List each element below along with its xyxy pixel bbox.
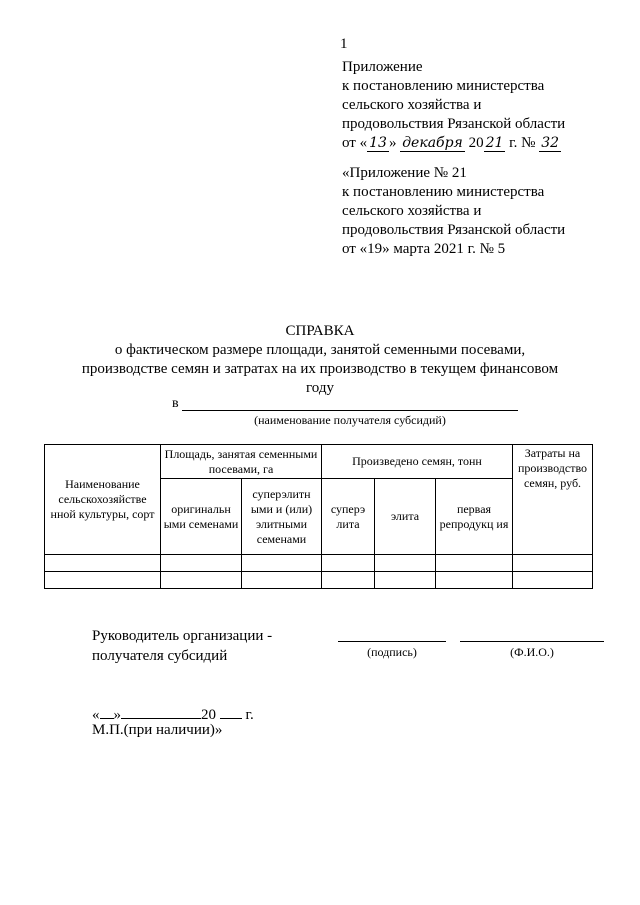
header-line: Приложение bbox=[342, 59, 423, 75]
signature-line bbox=[338, 641, 446, 642]
appendix-line: «Приложение № 21 bbox=[342, 165, 467, 181]
recipient-prefix: в bbox=[172, 396, 179, 411]
header-block bbox=[342, 58, 632, 153]
table-cell[interactable] bbox=[375, 555, 436, 572]
table-cell[interactable] bbox=[436, 555, 513, 572]
table-cell[interactable] bbox=[161, 572, 242, 589]
table-row bbox=[45, 555, 593, 572]
col-header-crop: Наименование сельскохозяйстве нной культуры, сорт bbox=[45, 445, 161, 555]
table-cell[interactable] bbox=[242, 572, 322, 589]
signatory-label: Руководитель организации - получателя субсидий bbox=[92, 628, 273, 664]
col-header-prod-superelite: суперэ лита bbox=[322, 479, 375, 555]
table-cell[interactable] bbox=[436, 572, 513, 589]
table-cell[interactable] bbox=[242, 555, 322, 572]
table-cell[interactable] bbox=[375, 572, 436, 589]
page-number: 1 bbox=[340, 36, 348, 52]
signature-caption: (подпись) bbox=[367, 645, 417, 659]
col-header-area-superelite: суперэлитн ыми и (или) элитными семенами bbox=[242, 479, 322, 555]
document-title bbox=[0, 322, 640, 398]
table-row bbox=[45, 572, 593, 589]
table-cell[interactable] bbox=[513, 555, 593, 572]
handwritten-month: декабря bbox=[402, 135, 463, 151]
col-header-prod-elite: элита bbox=[375, 479, 436, 555]
col-header-prod-first: первая репродукц ия bbox=[436, 479, 513, 555]
table-cell[interactable] bbox=[45, 555, 161, 572]
month-blank[interactable] bbox=[121, 704, 201, 719]
col-header-produced: Произведено семян, тонн bbox=[322, 445, 513, 479]
stamp-place-label: М.П.(при наличии)» bbox=[92, 722, 223, 738]
title-line: году bbox=[306, 380, 334, 396]
year-blank[interactable] bbox=[220, 704, 242, 719]
recipient-line bbox=[182, 410, 518, 411]
appendix-line: от «19» марта 2021 г. № 5 bbox=[342, 241, 506, 257]
date-field: « » 20 г. bbox=[92, 704, 254, 725]
title-heading: СПРАВКА bbox=[285, 323, 355, 339]
table-cell[interactable] bbox=[322, 555, 375, 572]
col-header-area: Площадь, занятая семенными посевами, га bbox=[161, 445, 322, 479]
recipient-caption: (наименование получателя субсидий) bbox=[254, 413, 446, 427]
handwritten-number: 32 bbox=[541, 135, 560, 151]
table-cell[interactable] bbox=[161, 555, 242, 572]
header-line: сельского хозяйства и bbox=[342, 97, 482, 113]
name-caption: (Ф.И.О.) bbox=[510, 645, 554, 659]
appendix-line: сельского хозяйства и bbox=[342, 203, 482, 219]
name-line bbox=[460, 641, 604, 642]
title-line: производстве семян и затратах на их производство в текущем финансовом bbox=[81, 361, 559, 377]
col-header-area-original: оригинальн ыми семенами bbox=[161, 479, 242, 555]
day-blank[interactable] bbox=[100, 704, 114, 719]
seed-table bbox=[44, 444, 593, 589]
header-line: продовольствия Рязанской области bbox=[342, 116, 566, 132]
table-cell[interactable] bbox=[322, 572, 375, 589]
title-line: о фактическом размере площади, занятой семенными посевами, bbox=[114, 342, 526, 358]
table-cell[interactable] bbox=[513, 572, 593, 589]
appendix-line: к постановлению министерства bbox=[342, 184, 545, 200]
appendix-block bbox=[342, 164, 632, 259]
col-header-costs: Затраты на производство семян, руб. bbox=[513, 445, 593, 555]
header-line: к постановлению министерства bbox=[342, 78, 545, 94]
appendix-line: продовольствия Рязанской области bbox=[342, 222, 566, 238]
handwritten-day: 13 bbox=[369, 135, 387, 151]
handwritten-year: 21 bbox=[485, 135, 504, 151]
table-cell[interactable] bbox=[45, 572, 161, 589]
header-date-line: от « 13 » декабря 20 21 г. № 32 bbox=[342, 135, 560, 151]
